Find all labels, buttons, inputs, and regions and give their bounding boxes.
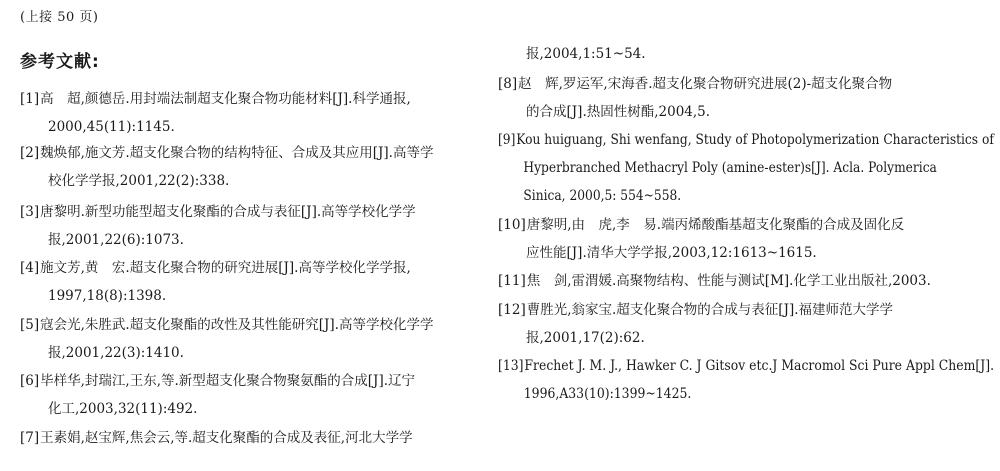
reference-entry	[20, 424, 413, 452]
reference-text: 化工,2003,32(11):492.	[48, 401, 198, 417]
reference-line	[498, 324, 893, 352]
continued-note: (上接 50 页)	[20, 10, 99, 25]
reference-entry	[20, 254, 411, 310]
reference-text: 高 超,颜德岳.用封端法制超支化聚合物功能材料[J].科学通报,	[40, 91, 411, 107]
reference-line	[498, 182, 994, 210]
reference-text: 赵 辉,罗运军,宋海香.超支化聚合物研究进展(2)-超支化聚合物	[518, 76, 893, 92]
reference-line	[20, 311, 433, 339]
reference-number: [13]	[498, 358, 524, 374]
reference-entry	[20, 139, 433, 195]
reference-number: [5]	[20, 317, 40, 333]
reference-line	[20, 226, 416, 254]
reference-line	[20, 395, 415, 423]
reference-line	[20, 424, 413, 452]
reference-text: 1996,A33(10):1399~1425.	[523, 386, 692, 402]
reference-number: [6]	[20, 373, 40, 389]
reference-text: 魏焕郁,施文芳.超支化聚合物的结构特征、合成及其应用[J].高等学	[40, 145, 434, 161]
reference-line	[498, 296, 893, 324]
reference-line	[498, 70, 892, 98]
reference-text: 唐黎明.新型功能型超支化聚酯的合成与表征[J].高等学校化学学	[40, 204, 416, 220]
reference-text: Hyperbranched Methacryl Poly (amine-ester)s[J]. Acla. Polymerica	[523, 160, 937, 176]
reference-number: [4]	[20, 260, 40, 276]
reference-number: [7]	[20, 430, 40, 446]
reference-number: [12]	[498, 302, 526, 318]
reference-text: 报,2001,17(2):62.	[526, 330, 645, 346]
reference-entry	[498, 126, 1000, 210]
reference-number: [2]	[20, 145, 40, 161]
reference-entry	[20, 85, 411, 141]
reference-line	[20, 339, 433, 367]
reference-line	[498, 352, 994, 380]
reference-text: 焦 剑,雷渭媛.高聚物结构、性能与测试[M].化学工业出版社,2003.	[526, 273, 931, 289]
reference-line	[498, 380, 994, 408]
reference-text: 唐黎明,由 虎,李 易.端丙烯酸酯基超支化聚酯的合成及固化反	[526, 217, 905, 233]
reference-text: 1997,18(8):1398.	[48, 288, 167, 304]
reference-line	[20, 85, 411, 113]
reference-text: 毕样华,封瑞江,王东,等.新型超支化聚合物聚氨酯的合成[J].辽宁	[40, 373, 416, 389]
reference-line	[498, 40, 646, 68]
reference-line	[498, 154, 994, 182]
reference-text: 的合成[J].热固性树酯,2004,5.	[526, 104, 711, 120]
reference-line	[20, 254, 411, 282]
reference-text: 报,2001,22(3):1410.	[48, 345, 184, 361]
reference-line	[498, 239, 904, 267]
reference-text: Frechet J. M. J., Hawker C. J Gitsov etc.J Macromol Sci Pure Appl Chem[J].	[524, 358, 995, 374]
reference-line	[498, 98, 892, 126]
reference-line	[20, 113, 411, 141]
reference-text: 施文芳,黄 宏.超支化聚合物的研究进展[J].高等学校化学学报,	[40, 260, 411, 276]
reference-text: Sinica, 2000,5: 554~558.	[523, 188, 682, 204]
reference-entry	[20, 367, 415, 423]
reference-entry	[498, 211, 904, 267]
reference-entry	[498, 296, 893, 352]
reference-line	[20, 139, 433, 167]
reference-text: 2000,45(11):1145.	[48, 119, 175, 135]
reference-entry	[20, 198, 416, 254]
reference-number: [1]	[20, 91, 40, 107]
reference-entry	[498, 70, 892, 126]
reference-entry	[498, 40, 646, 68]
reference-text: 报,2004,1:51~54.	[526, 46, 646, 62]
reference-line	[20, 198, 416, 226]
reference-entry	[498, 352, 1000, 408]
reference-text: 寇会光,朱胜武.超支化聚酯的改性及其性能研究[J].高等学校化学学	[40, 317, 434, 333]
reference-text: 校化学学报,2001,22(2):338.	[48, 173, 230, 189]
reference-line	[498, 267, 931, 295]
reference-line	[498, 211, 904, 239]
reference-text: 报,2001,22(6):1073.	[48, 232, 184, 248]
reference-entry	[20, 311, 433, 367]
reference-number: [8]	[498, 76, 518, 92]
reference-text: 曹胜光,翁家宝.超支化聚合物的合成与表征[J].福建师范大学学	[526, 302, 894, 318]
reference-number: [10]	[498, 217, 526, 233]
reference-number: [3]	[20, 204, 40, 220]
reference-line	[20, 282, 411, 310]
reference-entry	[498, 267, 931, 295]
reference-text: 王素娟,赵宝辉,焦会云,等.超支化聚酯的合成及表征,河北大学学	[40, 430, 413, 446]
reference-number: [9]	[498, 132, 516, 148]
reference-text: Kou huiguang, Shi wenfang, Study of Photopolymerization Characteristics of	[516, 132, 994, 148]
references-heading: 参考文献:	[20, 52, 100, 72]
reference-number: [11]	[498, 273, 526, 289]
reference-text: 应性能[J].清华大学学报,2003,12:1613~1615.	[526, 245, 817, 261]
reference-line	[20, 367, 415, 395]
reference-line	[20, 167, 433, 195]
reference-line	[498, 126, 994, 154]
